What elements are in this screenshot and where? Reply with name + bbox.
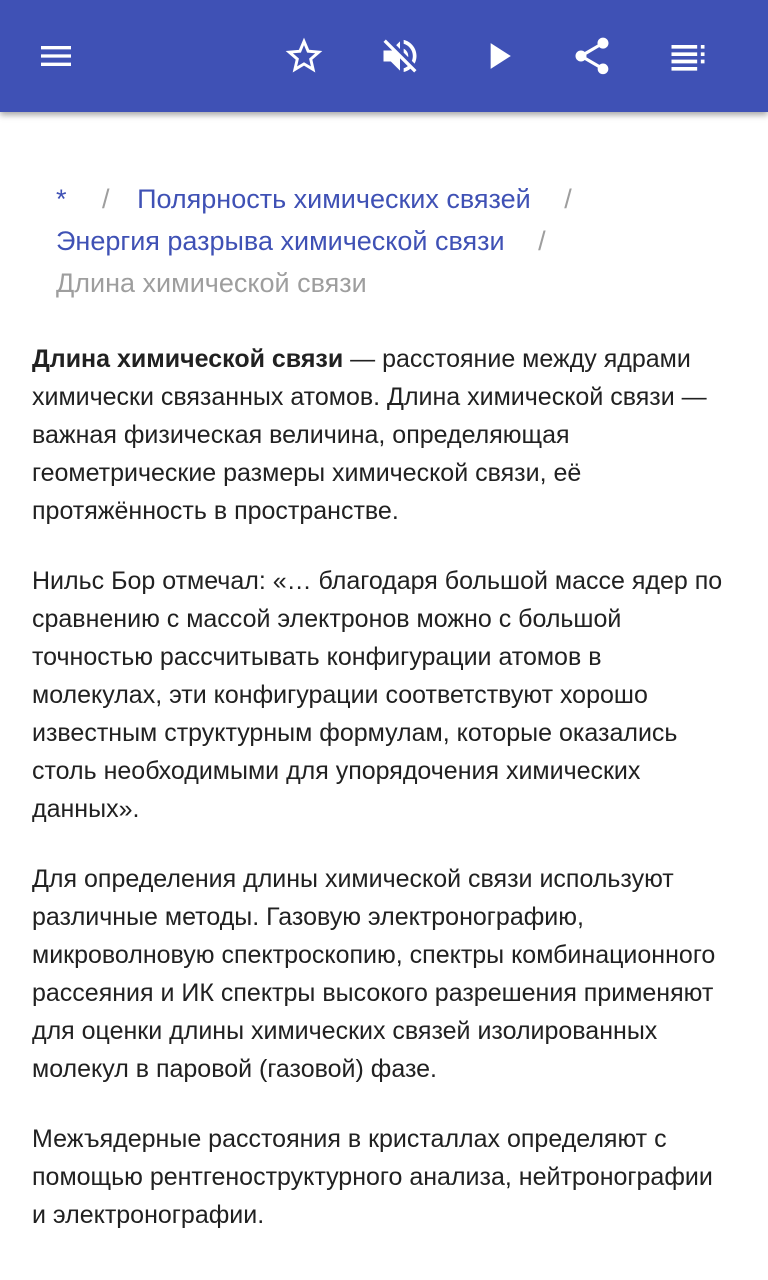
article-term: Длина химической связи bbox=[32, 345, 344, 373]
article-paragraph bbox=[32, 340, 732, 530]
breadcrumb-separator: / bbox=[102, 184, 110, 214]
paragraph-text: — расстояние между ядрами химически связанных атомов. Длина химической связи — важная физическая величина, определяющая геометрические размеры химической связи, её протяжённость в пространстве. bbox=[32, 345, 707, 525]
play-button[interactable] bbox=[470, 28, 526, 84]
volume-off-icon bbox=[378, 34, 422, 78]
breadcrumb bbox=[56, 178, 736, 304]
breadcrumb-current: Длина химической связи bbox=[56, 268, 367, 298]
article-content bbox=[0, 112, 768, 1280]
mute-button[interactable] bbox=[372, 28, 428, 84]
bookmark-button[interactable] bbox=[276, 28, 332, 84]
breadcrumb-separator: / bbox=[538, 226, 546, 256]
breadcrumb-link-bond-energy[interactable]: Энергия разрыва химической связи bbox=[56, 226, 505, 256]
playlist-icon bbox=[666, 34, 710, 78]
breadcrumb-separator: / bbox=[564, 184, 572, 214]
star-outline-icon bbox=[282, 34, 326, 78]
play-icon bbox=[476, 34, 520, 78]
article-body bbox=[32, 340, 732, 1266]
breadcrumb-link-polarity[interactable]: Полярность химических связей bbox=[137, 184, 531, 214]
article-paragraph: Нильс Бор отмечал: «… благодаря большой массе ядер по сравнению с массой электронов можно с большой точностью рассчитывать конфигурации атомов в молекулах, эти конфигурации соответствуют хорошо известным структурным формулам, которые оказались столь необходимыми для упорядочения химических данных». bbox=[32, 567, 723, 823]
menu-icon bbox=[36, 36, 76, 76]
share-icon bbox=[570, 34, 614, 78]
menu-button[interactable] bbox=[28, 28, 84, 84]
article-paragraph: Для определения длины химической связи используют различные методы. Газовую электронографию, микроволновую спектроскопию, спектры комбинационного рассеяния и ИК спектры высокого разрешения применяют для оценки длины химических связей изолированных молекул в паровой (газовой) фазе. bbox=[32, 865, 716, 1083]
article-paragraph: Межъядерные расстояния в кристаллах определяют с помощью рентгеноструктурного анализа, нейтронографии и электронографии. bbox=[32, 1125, 713, 1229]
breadcrumb-home-link[interactable]: * bbox=[56, 184, 67, 214]
share-button[interactable] bbox=[564, 28, 620, 84]
contents-button[interactable] bbox=[660, 28, 716, 84]
app-toolbar bbox=[0, 0, 768, 112]
